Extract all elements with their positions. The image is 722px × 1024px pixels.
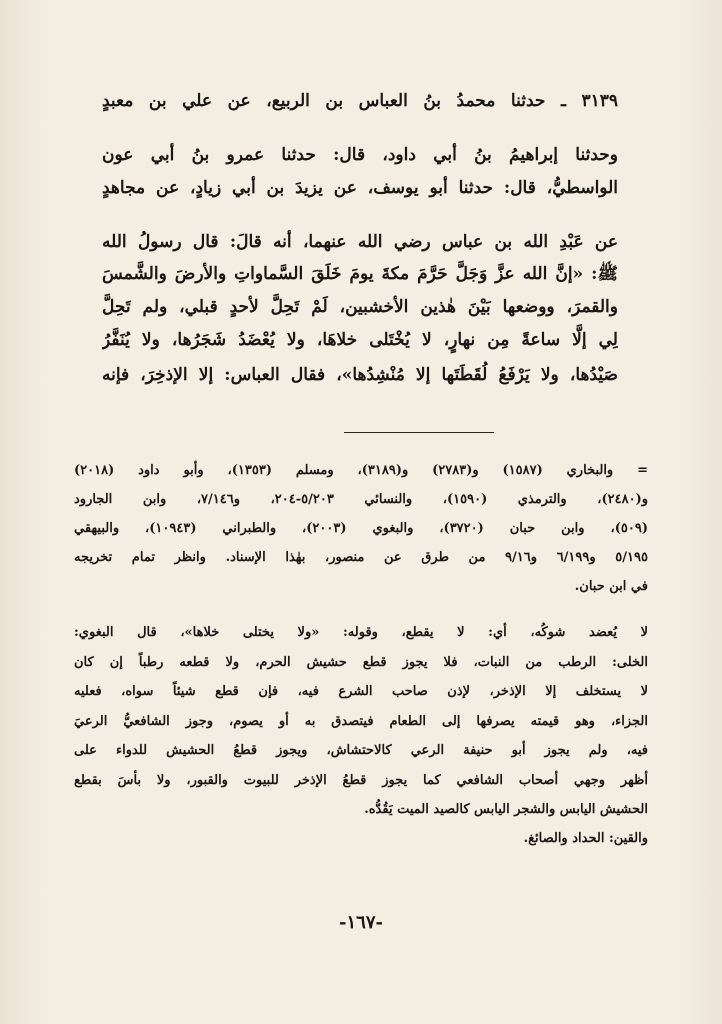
- hadith-line-6: والقمرَ، ووضعها بَيْنَ هٰذين الأخشبين، لَمْ تَحِلَّ لأحدٍ قبلي، ولم تَحِلَّ: [102, 297, 618, 317]
- hadith-line-3: الواسطيُّ، قال: حدثنا أبو يوسف، عن يزيدَ بن أبي زيادٍ، عن مجاهدٍ: [102, 178, 618, 198]
- footnote-separator: [344, 432, 494, 433]
- footnote-line-9: الجزاء، وهو قيمته يصرفها إلى الطعام فيتصدق به أو يصوم، وجوز الشافعيُّ الرعيَ: [74, 714, 648, 729]
- hadith-line-5: ﷺ: «إنَّ الله عزَّ وَجَلَّ حَرَّمَ مكةَ يومَ خَلَقَ السَّماواتِ والأرضَ والشَّمسَ: [102, 264, 618, 284]
- footnote-line-7: الخلى: الرطب من النبات، فلا يجوز قطع حشيش الحرم، ولا قطعه رطباً إن كان: [74, 655, 648, 670]
- footnote-line-1: = والبخاري (١٥٨٧) و(٢٧٨٣) و(٣١٨٩)، ومسلم (١٣٥٣)، وأبو داود (٢٠١٨): [74, 463, 648, 478]
- footnote-line-13: والقين: الحداد والصائغ.: [523, 831, 648, 846]
- hadith-line-7: لِي إلَّا ساعةً مِن نهارٍ، لا يُخْتَلى خلاهَا، ولا يُعْضَدُ شَجَرُها، ولا يُنَفَّرُ: [102, 330, 618, 350]
- footnote-line-11: أظهر وجهي أصحاب الشافعي كما يجوز قطعُ الإذخر للبيوت والقبور، ولا بأسَ بقطع: [74, 773, 648, 788]
- footnote-line-6: لا يُعضد شوكُه، أي: لا يقطع، وقوله: «ولا يختلى خلاها»، قال البغوي:: [74, 625, 648, 640]
- page-number: -١٦٧-: [339, 912, 383, 933]
- footnote-line-4: ٥/١٩٥ و٦/١٩٩ و٩/١٦ من طرق عن منصور، بهٰذا الإسناد. وانظر تمام تخريجه: [74, 550, 648, 565]
- footnote-line-10: فيه، ولم يجوز أبو حنيفة الرعي كالاحتشاش، ويجوز قطعُ الحشيش للدواء على: [74, 743, 648, 758]
- footnote-line-12: الحشيش اليابس والشجر اليابس كالصيد الميت يَقُدُّه.: [364, 802, 648, 817]
- footnote-line-8: لا يستخلف إلا الإذخر، لإذن صاحب الشرع فيه، فإن قطع شيئاً سواه، فعليه: [74, 684, 648, 699]
- hadith-line-1: ٣١٣٩ ـ حدثنا محمدُ بنُ العباس بن الربيع، عن علي بن معبدٍ: [102, 91, 618, 111]
- footnote-line-2: و(٢٤٨٠)، والترمذي (١٥٩٠)، والنسائي ٥/٢٠٣-٢٠٤، و٧/١٤٦، وابن الجارود: [74, 492, 648, 507]
- footnote-line-5: في ابن حبان.: [574, 579, 648, 594]
- hadith-line-4: عن عَبْدِ الله بن عباس رضي الله عنهما، أنه قالَ: قال رسولُ الله: [102, 232, 618, 252]
- footnote-line-3: (٥٠٩)، وابن حبان (٣٧٢٠)، والبغوي (٢٠٠٣)، والطبراني (١٠٩٤٣)، والبيهقي: [74, 521, 648, 536]
- hadith-line-8: صَيْدُها، ولا يَرْفَعُ لُقَطَتَها إلا مُنْشِدُها»، فقال العباس: إلا الإذخِرَ، فإنه: [102, 365, 618, 385]
- hadith-line-2: وحدثنا إبراهيمُ بنُ أبي داود، قال: حدثنا عمرو بنُ أبي عون: [102, 145, 618, 165]
